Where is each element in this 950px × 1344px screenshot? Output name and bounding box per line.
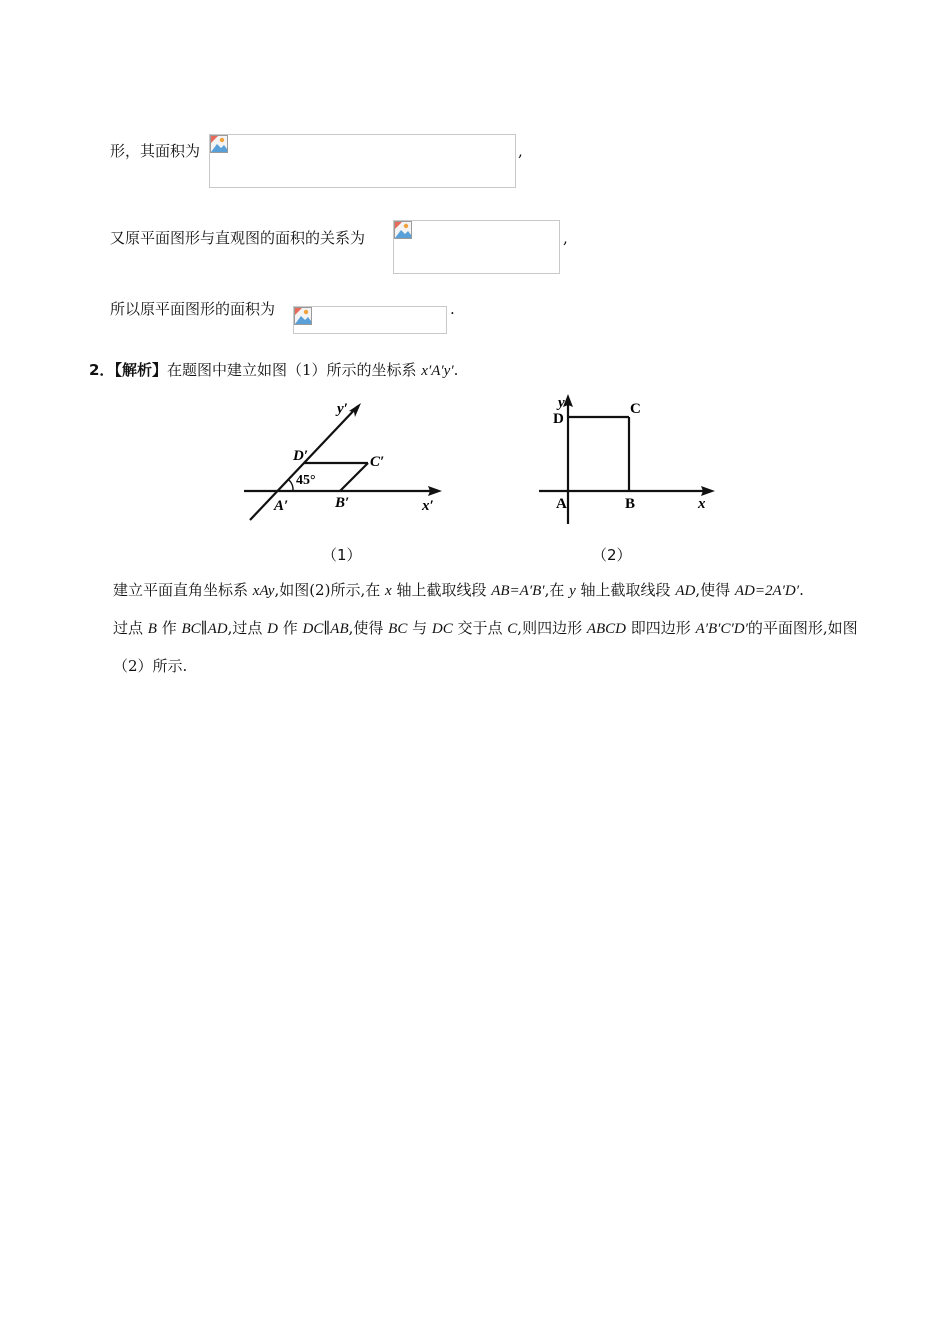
exp-math: y xyxy=(569,583,576,599)
formula-image-3 xyxy=(293,306,447,334)
exp-math: B xyxy=(147,621,157,637)
exp-math: AD=2A′D′ xyxy=(734,583,800,599)
broken-image-icon xyxy=(394,221,412,239)
exp-math: xAy xyxy=(252,583,275,599)
exp-text: 轴上截取线段 xyxy=(391,581,492,599)
question-2-text: 在题图中建立如图（1）所示的坐标系 xyxy=(166,361,422,379)
exp-math: DC xyxy=(431,621,453,637)
exp-math: x xyxy=(385,583,392,599)
exp-math: A′B′C′D′ xyxy=(695,621,748,637)
line-1-comma: , xyxy=(518,142,523,160)
exp-text: 的平面图形,如图（2）所示. xyxy=(113,619,858,675)
solution-line-1 xyxy=(110,141,200,161)
segment-b-c xyxy=(340,463,368,491)
exp-text: . xyxy=(799,581,804,599)
exp-text: 交于点 xyxy=(452,619,508,637)
line-3-text: 所以原平面图形的面积为 xyxy=(110,300,276,318)
label-a: A xyxy=(556,496,567,512)
label-d: D xyxy=(553,411,564,427)
x-axis-arrow xyxy=(701,486,715,496)
broken-image-icon xyxy=(210,135,228,153)
explanation-paragraph xyxy=(113,572,873,685)
exp-text: ,在 xyxy=(544,581,570,599)
exp-text: ,使得 xyxy=(695,581,735,599)
label-x-prime: x′ xyxy=(422,498,434,514)
exp-text: 作 xyxy=(277,619,303,637)
label-a-prime: A′ xyxy=(274,498,289,514)
label-d-prime: D′ xyxy=(293,448,309,464)
formula-image-1 xyxy=(209,134,516,188)
exp-math: BC∥AD xyxy=(181,621,228,637)
x-prime-arrow xyxy=(428,486,442,496)
exp-math: D xyxy=(267,621,278,637)
exp-math: DC∥AB xyxy=(302,621,349,637)
line-2-text: 又原平面图形与直观图的面积的关系为 xyxy=(110,229,366,247)
label-c-prime: C′ xyxy=(370,454,385,470)
exp-text: 与 xyxy=(407,619,432,637)
formula-image-2 xyxy=(393,220,560,274)
angle-45-arc xyxy=(289,480,293,491)
figure-1-caption: （1） xyxy=(322,546,362,564)
broken-image-icon xyxy=(294,307,312,325)
exp-text: ,如图(2)所示,在 xyxy=(274,581,385,599)
question-number: 2． xyxy=(89,361,115,379)
exp-text: ,使得 xyxy=(348,619,389,637)
exp-text: ,则四边形 xyxy=(517,619,587,637)
exp-math: BC xyxy=(388,621,408,637)
analysis-tag: 【解析】 xyxy=(114,361,167,379)
exp-text: 建立平面直角坐标系 xyxy=(113,581,253,599)
figure-2-caption: （2） xyxy=(592,546,632,564)
label-angle-45: 45° xyxy=(296,473,316,488)
exp-text: 轴上截取线段 xyxy=(575,581,676,599)
line-1-text: 形，其面积为 xyxy=(110,142,201,160)
exp-text: 过点 xyxy=(113,619,148,637)
solution-line-3 xyxy=(110,299,275,319)
line-2-comma: , xyxy=(563,229,568,247)
label-y: y xyxy=(558,395,565,411)
label-b: B xyxy=(625,496,636,512)
exp-math: AD xyxy=(675,583,696,599)
exp-text: 作 xyxy=(156,619,182,637)
label-y-prime: y′ xyxy=(337,401,348,417)
exp-math: ABCD xyxy=(586,621,627,637)
label-b-prime: B′ xyxy=(335,495,350,511)
figure-2-original-diagram xyxy=(535,390,721,526)
coord-system-label: x′A′y′ xyxy=(421,363,454,379)
line-3-period: . xyxy=(450,300,455,318)
exp-math: C xyxy=(507,621,518,637)
label-x: x xyxy=(698,496,706,512)
solution-line-2 xyxy=(110,228,365,248)
question-2-period: . xyxy=(453,361,459,379)
exp-text: 即四边形 xyxy=(626,619,696,637)
figure-1-oblique-diagram xyxy=(240,392,450,524)
label-c: C xyxy=(630,401,641,417)
exp-math: AB=A′B′ xyxy=(491,583,545,599)
exp-text: ,过点 xyxy=(227,619,268,637)
question-2-line xyxy=(89,360,458,381)
